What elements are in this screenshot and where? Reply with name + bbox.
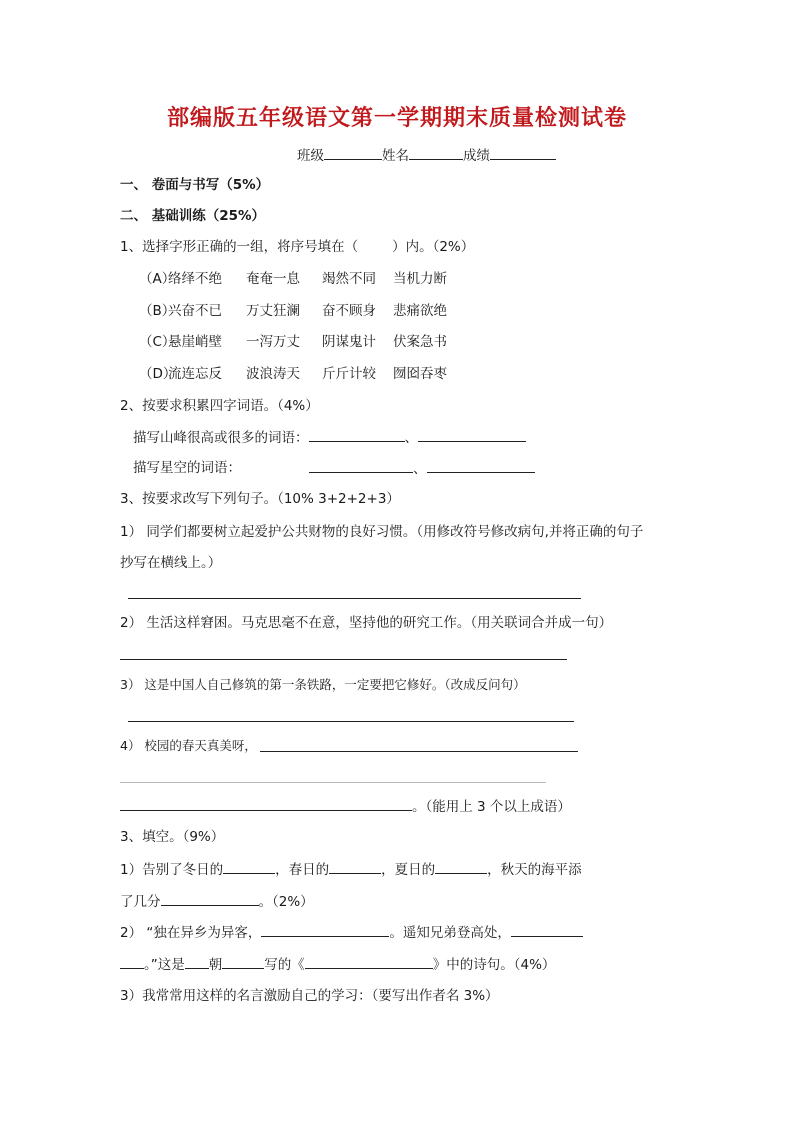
q2-stem: 2、按要求积累四字词语。（4%） [120,398,319,414]
q4-blank[interactable] [222,955,264,969]
q1-stem [120,238,474,256]
q3-item-3: 3） 这是中国人自己修筑的第一条铁路，一定要把它修好。（改成反问句） [120,677,526,692]
q4-blank[interactable] [305,955,433,969]
name-field[interactable] [409,146,463,160]
option-label: （D） [139,366,177,382]
q4-blank[interactable] [435,860,487,874]
text: ，秋天的海平添 [487,862,582,878]
q1-stem-end: ）内。（2%） [392,239,475,255]
option-word: 一泻万丈 [246,334,300,350]
q4-stem: 3、填空。（9%） [120,829,225,845]
option-word: 竭然不同 [322,271,376,287]
name-label: 姓名 [382,148,409,164]
text: 。（2%） [258,894,314,910]
text: 1）告别了冬日的 [120,862,224,878]
q3-item-4: 4） 校园的春天真美呀， [120,738,257,753]
option-word: 奋不顾身 [322,303,376,319]
option-word: 流连忘反 [168,366,222,382]
section-1-heading: 一、 卷面与书写（5%） [120,177,270,193]
option-word: 悬崖峭壁 [168,334,222,350]
text: ，春日的 [275,862,330,878]
option-word: 络绎不绝 [168,271,222,287]
class-field[interactable] [324,146,382,160]
q4-blank[interactable] [261,923,389,937]
option-label: （C） [139,334,176,350]
info-line [297,146,556,165]
q2-blank-3[interactable] [309,459,413,473]
q2-blank-2[interactable] [418,428,526,442]
answer-line[interactable] [260,751,578,752]
separator: 、 [404,430,418,446]
answer-line[interactable] [128,721,574,722]
q2-line-1 [133,428,526,447]
q4-line-3 [120,923,583,942]
q3-item-1-cont: 抄写在横线上。） [120,555,222,571]
q1-stem-text: 1、选择字形正确的一组，将序号填在（ [120,239,359,255]
q2-blank-4[interactable] [427,459,535,473]
option-word: 波浪涛天 [246,366,300,382]
q4-line-2 [120,892,314,911]
class-label: 班级 [297,148,324,164]
q3-stem: 3、按要求改写下列句子。（10% 3+2+2+3） [120,491,400,507]
option-word: 奄奄一息 [246,271,300,287]
option-word: 斤斤计较 [322,366,376,382]
option-word: 阴谋鬼计 [322,334,376,350]
q4-line-1 [120,860,582,879]
q2-line-2-label: 描写星空的词语： [133,460,241,476]
text: 。”这是 [144,957,185,973]
text: 了几分 [120,894,161,910]
text: 》中的诗句。（4%） [432,957,556,973]
option-word: 当机力断 [393,271,447,287]
q4-blank[interactable] [120,955,144,969]
q2-line-2-blanks [309,459,535,478]
q4-blank[interactable] [185,955,209,969]
text: 。遥知兄弟登高处， [389,925,511,941]
q3-item-2: 2） 生活这样窘困。马克思毫不在意，坚持他的研究工作。（用关联词合并成一句） [120,615,613,631]
answer-line[interactable] [120,659,567,660]
text: 写的《 [264,957,305,973]
score-label: 成绩 [463,148,490,164]
option-word: 伏案急书 [393,334,447,350]
answer-line[interactable] [120,782,546,783]
q3-item-4-end-text: 。（能用上 3 个以上成语） [412,799,571,815]
q4-blank[interactable] [329,860,381,874]
answer-line[interactable] [128,598,581,599]
option-label: （A） [139,271,176,287]
q4-line-4 [120,955,555,974]
exam-title: 部编版五年级语文第一学期期末质量检测试卷 [166,106,627,131]
q3-item-4-end [120,797,571,816]
option-label: （B） [139,303,176,319]
text: ，夏日的 [381,862,436,878]
score-field[interactable] [490,146,556,160]
q4-blank[interactable] [223,860,275,874]
q3-item-4-blank[interactable] [120,797,412,811]
section-2-heading: 二、 基础训练（25%） [120,208,266,224]
option-word: 万丈狂澜 [246,303,300,319]
text: 2） “独在异乡为异客， [120,925,262,941]
q2-blank-1[interactable] [309,428,405,442]
q2-line-1-label: 描写山峰很高或很多的词语： [133,430,309,446]
q3-item-1: 1） 同学们都要树立起爱护公共财物的良好习惯。（用修改符号修改病句,并将正确的句子 [120,524,644,540]
text: 朝 [208,957,223,973]
q4-blank[interactable] [161,892,259,906]
option-word: 悲痛欲绝 [393,303,447,319]
separator: 、 [413,461,427,477]
q4-blank[interactable] [511,923,583,937]
option-word: 囫囵吞枣 [393,366,447,382]
q4-line-5: 3）我常常用这样的名言激励自己的学习：（要写出作者名 3%） [120,988,499,1004]
option-word: 兴奋不已 [168,303,222,319]
